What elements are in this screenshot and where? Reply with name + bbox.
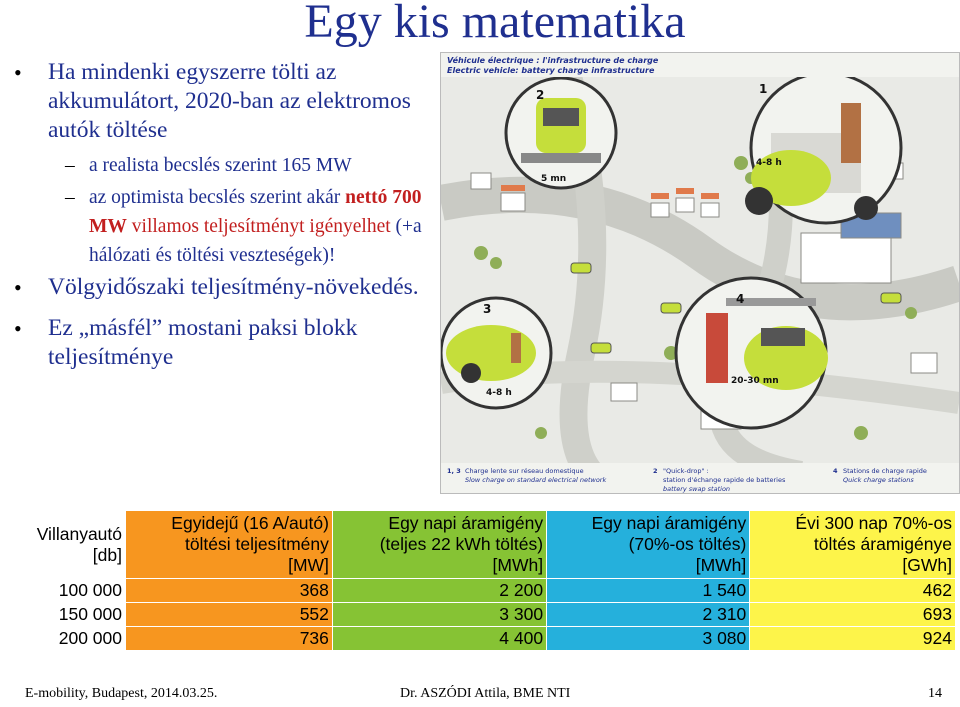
header-annual: Évi 300 nap 70%-os töltés áramigénye [GWh] xyxy=(750,511,956,579)
bullet-charging: • Ha mindenki egyszerre tölti az akkumulátort, 2020-ban az elektromos autók töltése xyxy=(10,58,430,145)
bullet-paks: • Ez „másfél” mostani paksi blokk teljesítménye xyxy=(10,314,430,372)
sub-bullet-optimistic xyxy=(10,183,430,270)
cell-cars: 200 000 xyxy=(7,627,126,651)
cell-full-charge: 4 400 xyxy=(332,627,546,651)
optimistic-loss-text: (+a hálózati és töltési veszteségek)! xyxy=(89,216,422,266)
cell-power: 368 xyxy=(126,579,333,603)
legend2-fr2: station d'échange rapide de batteries xyxy=(663,476,786,484)
sub-bullet-realistic: – a realista becslés szerint 165 MW xyxy=(10,151,430,180)
illus-number-2: 2 xyxy=(536,88,545,102)
time-4-8h-top: 4-8 h xyxy=(756,158,782,168)
cell-annual: 462 xyxy=(750,579,956,603)
cell-annual: 693 xyxy=(750,603,956,627)
time-20-30mn: 20-30 mn xyxy=(731,376,779,386)
cell-power: 552 xyxy=(126,603,333,627)
illus-number-3: 3 xyxy=(483,302,492,316)
cell-cars: 150 000 xyxy=(7,603,126,627)
footer-page-number: 14 xyxy=(928,686,942,701)
table-row xyxy=(7,579,956,603)
illus-number-4: 4 xyxy=(736,292,745,306)
header-full-charge: Egy napi áramigény (teljes 22 kWh töltés) [MWh] xyxy=(332,511,546,579)
illus-title-fr: Véhicule électrique : l'infrastructure de charge xyxy=(447,56,659,65)
slide-title: Egy kis matematika xyxy=(304,0,686,48)
illus-number-1: 1 xyxy=(759,82,768,96)
time-4-8h-bottom: 4-8 h xyxy=(486,388,512,398)
bullet-offpeak: • Völgyidőszaki teljesítmény-növekedés. xyxy=(10,273,430,302)
time-5mn: 5 mn xyxy=(541,174,567,184)
footer-event: E-mobility, Budapest, 2014.03.25. xyxy=(25,686,218,701)
ev-infrastructure-illustration xyxy=(440,52,960,494)
table-row xyxy=(7,627,956,651)
legend2-num: 2 xyxy=(653,467,658,475)
cell-full-charge: 3 300 xyxy=(332,603,546,627)
cell-cars: 100 000 xyxy=(7,579,126,603)
bullet-list xyxy=(10,58,430,378)
legend1-num: 1, 3 xyxy=(447,467,461,475)
legend2-fr: "Quick-drop" : xyxy=(663,467,709,475)
header-power: Egyidejű (16 A/autó) töltési teljesítmény [MW] xyxy=(126,511,333,579)
footer-author: Dr. ASZÓDI Attila, BME NTI xyxy=(400,686,571,701)
illustration-svg xyxy=(441,53,959,493)
header-cars: Villanyautó [db] xyxy=(7,511,126,579)
legend1-fr: Charge lente sur réseau domestique xyxy=(465,467,584,475)
cell-full-charge: 2 200 xyxy=(332,579,546,603)
illus-title-en: Electric vehicle: battery charge infrastructure xyxy=(447,66,655,75)
legend3-fr: Stations de charge rapide xyxy=(843,467,927,475)
ev-demand-table xyxy=(6,510,956,651)
cell-70pct-charge: 2 310 xyxy=(547,603,750,627)
table-header-row xyxy=(7,511,956,579)
legend2-en: battery swap station xyxy=(663,485,731,493)
table-row xyxy=(7,603,956,627)
cell-power: 736 xyxy=(126,627,333,651)
optimistic-red-text: villamos teljesítményt igényelhet xyxy=(126,216,391,237)
optimistic-highlight: nettó 700 MW xyxy=(89,187,422,237)
cell-annual: 924 xyxy=(750,627,956,651)
legend1-en: Slow charge on standard electrical network xyxy=(465,476,607,484)
legend3-en: Quick charge stations xyxy=(843,476,914,484)
cell-70pct-charge: 3 080 xyxy=(547,627,750,651)
header-70pct-charge: Egy napi áramigény (70%-os töltés) [MWh] xyxy=(547,511,750,579)
legend3-num: 4 xyxy=(833,467,838,475)
optimistic-text: az optimista becslés szerint akár xyxy=(89,187,346,208)
cell-70pct-charge: 1 540 xyxy=(547,579,750,603)
